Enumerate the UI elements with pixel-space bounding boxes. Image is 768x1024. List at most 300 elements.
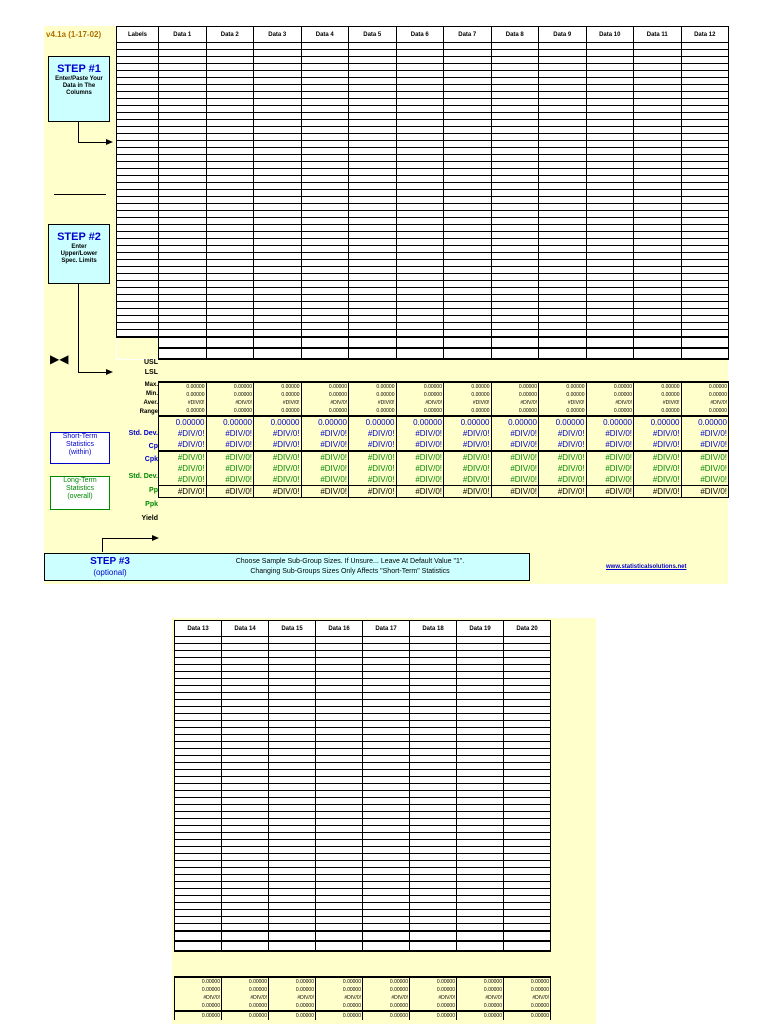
data-cell[interactable] [444, 78, 492, 85]
data-cell[interactable] [444, 295, 492, 302]
data-cell[interactable] [349, 106, 397, 113]
data-cell[interactable] [444, 113, 492, 120]
data-cell[interactable] [410, 854, 457, 861]
data-cell[interactable] [222, 889, 269, 896]
data-cell[interactable] [316, 707, 363, 714]
data-cell[interactable] [504, 826, 551, 833]
data-cell[interactable] [363, 658, 410, 665]
data-cell[interactable] [254, 274, 302, 281]
data-cell[interactable] [159, 183, 207, 190]
spec-limit-cell[interactable] [410, 941, 457, 951]
data-cell[interactable] [586, 253, 634, 260]
spec-limit-cell[interactable] [301, 348, 349, 359]
data-cell[interactable] [254, 106, 302, 113]
data-cell[interactable] [634, 232, 682, 239]
data-cell[interactable] [491, 113, 539, 120]
data-cell[interactable] [206, 106, 254, 113]
data-cell[interactable] [504, 861, 551, 868]
data-cell[interactable] [117, 274, 159, 281]
data-cell[interactable] [349, 183, 397, 190]
data-cell[interactable] [269, 672, 316, 679]
data-cell[interactable] [363, 784, 410, 791]
data-cell[interactable] [410, 693, 457, 700]
data-cell[interactable] [175, 756, 222, 763]
data-cell[interactable] [410, 679, 457, 686]
data-cell[interactable] [222, 819, 269, 826]
data-cell[interactable] [444, 239, 492, 246]
data-cell[interactable] [539, 239, 587, 246]
data-cell[interactable] [206, 316, 254, 323]
data-cell[interactable] [457, 658, 504, 665]
data-cell[interactable] [222, 763, 269, 770]
spec-limit-cell[interactable] [175, 931, 222, 941]
data-cell[interactable] [254, 218, 302, 225]
data-cell[interactable] [301, 302, 349, 309]
data-cell[interactable] [410, 875, 457, 882]
data-cell[interactable] [117, 309, 159, 316]
data-cell[interactable] [159, 78, 207, 85]
data-cell[interactable] [504, 833, 551, 840]
data-cell[interactable] [117, 253, 159, 260]
data-cell[interactable] [316, 665, 363, 672]
data-cell[interactable] [222, 644, 269, 651]
data-cell[interactable] [586, 106, 634, 113]
data-cell[interactable] [175, 672, 222, 679]
data-cell[interactable] [206, 253, 254, 260]
data-cell[interactable] [301, 169, 349, 176]
data-cell[interactable] [222, 735, 269, 742]
data-cell[interactable] [363, 826, 410, 833]
data-cell[interactable] [117, 127, 159, 134]
data-cell[interactable] [175, 854, 222, 861]
data-cell[interactable] [316, 882, 363, 889]
data-cell[interactable] [491, 162, 539, 169]
data-cell[interactable] [634, 330, 682, 338]
data-cell[interactable] [117, 85, 159, 92]
data-cell[interactable] [175, 826, 222, 833]
data-cell[interactable] [301, 309, 349, 316]
data-cell[interactable] [206, 85, 254, 92]
data-cell[interactable] [175, 637, 222, 644]
data-cell[interactable] [586, 183, 634, 190]
data-cell[interactable] [539, 204, 587, 211]
data-cell[interactable] [175, 686, 222, 693]
data-cell[interactable] [634, 71, 682, 78]
data-cell[interactable] [539, 267, 587, 274]
data-cell[interactable] [444, 218, 492, 225]
data-cell[interactable] [316, 770, 363, 777]
data-cell[interactable] [349, 295, 397, 302]
data-cell[interactable] [396, 218, 444, 225]
data-cell[interactable] [175, 763, 222, 770]
data-cell[interactable] [363, 882, 410, 889]
data-cell[interactable] [410, 903, 457, 910]
data-cell[interactable] [539, 148, 587, 155]
data-cell[interactable] [254, 78, 302, 85]
data-cell[interactable] [316, 721, 363, 728]
data-cell[interactable] [634, 302, 682, 309]
data-cell[interactable] [206, 267, 254, 274]
data-cell[interactable] [634, 92, 682, 99]
data-cell[interactable] [269, 777, 316, 784]
data-cell[interactable] [316, 805, 363, 812]
data-cell[interactable] [539, 162, 587, 169]
data-cell[interactable] [269, 686, 316, 693]
data-cell[interactable] [634, 127, 682, 134]
data-cell[interactable] [586, 64, 634, 71]
data-cell[interactable] [586, 176, 634, 183]
data-cell[interactable] [457, 868, 504, 875]
data-cell[interactable] [363, 861, 410, 868]
data-cell[interactable] [117, 169, 159, 176]
data-cell[interactable] [681, 246, 729, 253]
data-cell[interactable] [301, 183, 349, 190]
data-cell[interactable] [349, 64, 397, 71]
data-cell[interactable] [206, 183, 254, 190]
data-cell[interactable] [634, 176, 682, 183]
data-cell[interactable] [504, 700, 551, 707]
data-cell[interactable] [222, 693, 269, 700]
data-cell[interactable] [491, 295, 539, 302]
data-cell[interactable] [504, 917, 551, 924]
data-cell[interactable] [457, 854, 504, 861]
data-cell[interactable] [316, 784, 363, 791]
data-cell[interactable] [457, 728, 504, 735]
data-cell[interactable] [175, 714, 222, 721]
data-cell[interactable] [301, 120, 349, 127]
data-cell[interactable] [504, 882, 551, 889]
data-cell[interactable] [206, 288, 254, 295]
data-cell[interactable] [681, 267, 729, 274]
data-cell[interactable] [349, 50, 397, 57]
data-cell[interactable] [269, 861, 316, 868]
data-cell[interactable] [301, 274, 349, 281]
data-cell[interactable] [222, 658, 269, 665]
data-cell[interactable] [175, 658, 222, 665]
data-grid-top[interactable] [116, 26, 729, 360]
data-cell[interactable] [396, 330, 444, 338]
data-cell[interactable] [254, 323, 302, 330]
data-cell[interactable] [363, 637, 410, 644]
data-cell[interactable] [457, 770, 504, 777]
data-cell[interactable] [396, 260, 444, 267]
data-cell[interactable] [269, 763, 316, 770]
data-cell[interactable] [269, 735, 316, 742]
data-cell[interactable] [175, 749, 222, 756]
data-cell[interactable] [491, 71, 539, 78]
data-cell[interactable] [634, 50, 682, 57]
data-cell[interactable] [117, 113, 159, 120]
data-cell[interactable] [457, 679, 504, 686]
data-cell[interactable] [539, 64, 587, 71]
data-cell[interactable] [504, 777, 551, 784]
data-cell[interactable] [681, 316, 729, 323]
data-cell[interactable] [222, 749, 269, 756]
data-cell[interactable] [254, 204, 302, 211]
data-cell[interactable] [681, 169, 729, 176]
data-cell[interactable] [316, 840, 363, 847]
data-cell[interactable] [222, 847, 269, 854]
spec-limit-cell[interactable] [349, 337, 397, 348]
data-cell[interactable] [491, 64, 539, 71]
data-cell[interactable] [457, 882, 504, 889]
data-cell[interactable] [254, 64, 302, 71]
data-cell[interactable] [349, 127, 397, 134]
data-cell[interactable] [457, 847, 504, 854]
data-cell[interactable] [396, 309, 444, 316]
data-cell[interactable] [504, 693, 551, 700]
data-cell[interactable] [410, 889, 457, 896]
data-cell[interactable] [222, 707, 269, 714]
data-cell[interactable] [349, 92, 397, 99]
data-cell[interactable] [206, 239, 254, 246]
data-cell[interactable] [363, 679, 410, 686]
data-cell[interactable] [491, 155, 539, 162]
spec-limit-cell[interactable] [301, 337, 349, 348]
data-cell[interactable] [504, 840, 551, 847]
data-cell[interactable] [254, 127, 302, 134]
data-cell[interactable] [175, 665, 222, 672]
data-cell[interactable] [396, 316, 444, 323]
data-cell[interactable] [316, 644, 363, 651]
data-cell[interactable] [396, 92, 444, 99]
data-cell[interactable] [175, 693, 222, 700]
data-cell[interactable] [269, 924, 316, 932]
data-cell[interactable] [269, 637, 316, 644]
data-cell[interactable] [175, 819, 222, 826]
data-cell[interactable] [586, 246, 634, 253]
data-cell[interactable] [349, 218, 397, 225]
data-cell[interactable] [444, 225, 492, 232]
data-cell[interactable] [491, 85, 539, 92]
data-cell[interactable] [349, 316, 397, 323]
data-cell[interactable] [206, 274, 254, 281]
data-cell[interactable] [444, 183, 492, 190]
data-cell[interactable] [175, 735, 222, 742]
data-cell[interactable] [175, 700, 222, 707]
data-cell[interactable] [117, 302, 159, 309]
data-cell[interactable] [504, 868, 551, 875]
data-cell[interactable] [254, 50, 302, 57]
data-cell[interactable] [254, 85, 302, 92]
data-cell[interactable] [117, 162, 159, 169]
data-cell[interactable] [316, 651, 363, 658]
data-cell[interactable] [222, 791, 269, 798]
data-cell[interactable] [363, 651, 410, 658]
data-cell[interactable] [206, 92, 254, 99]
data-cell[interactable] [504, 742, 551, 749]
data-cell[interactable] [396, 85, 444, 92]
data-cell[interactable] [444, 85, 492, 92]
data-cell[interactable] [491, 274, 539, 281]
data-cell[interactable] [316, 658, 363, 665]
spec-limit-cell[interactable] [410, 931, 457, 941]
data-cell[interactable] [504, 637, 551, 644]
data-cell[interactable] [491, 316, 539, 323]
data-cell[interactable] [410, 833, 457, 840]
data-cell[interactable] [634, 323, 682, 330]
data-cell[interactable] [206, 113, 254, 120]
data-cell[interactable] [681, 281, 729, 288]
spec-limit-cell[interactable] [159, 348, 207, 359]
data-cell[interactable] [681, 64, 729, 71]
data-cell[interactable] [396, 50, 444, 57]
data-cell[interactable] [159, 246, 207, 253]
data-cell[interactable] [301, 330, 349, 338]
data-cell[interactable] [504, 854, 551, 861]
data-cell[interactable] [117, 43, 159, 50]
data-cell[interactable] [159, 232, 207, 239]
data-cell[interactable] [301, 85, 349, 92]
data-cell[interactable] [349, 302, 397, 309]
data-cell[interactable] [634, 141, 682, 148]
data-cell[interactable] [504, 679, 551, 686]
data-cell[interactable] [175, 798, 222, 805]
data-cell[interactable] [410, 784, 457, 791]
data-cell[interactable] [269, 910, 316, 917]
data-cell[interactable] [504, 728, 551, 735]
data-cell[interactable] [117, 134, 159, 141]
data-cell[interactable] [444, 141, 492, 148]
data-cell[interactable] [349, 330, 397, 338]
spec-limit-cell[interactable] [254, 337, 302, 348]
data-cell[interactable] [206, 260, 254, 267]
data-cell[interactable] [504, 819, 551, 826]
data-cell[interactable] [316, 798, 363, 805]
data-cell[interactable] [396, 106, 444, 113]
data-cell[interactable] [206, 99, 254, 106]
data-cell[interactable] [681, 50, 729, 57]
data-cell[interactable] [222, 721, 269, 728]
data-cell[interactable] [269, 889, 316, 896]
data-cell[interactable] [301, 190, 349, 197]
data-cell[interactable] [363, 728, 410, 735]
data-cell[interactable] [491, 253, 539, 260]
data-cell[interactable] [457, 840, 504, 847]
data-cell[interactable] [634, 183, 682, 190]
data-cell[interactable] [539, 99, 587, 106]
spec-limit-cell[interactable] [586, 337, 634, 348]
data-cell[interactable] [175, 812, 222, 819]
data-cell[interactable] [634, 78, 682, 85]
data-cell[interactable] [206, 71, 254, 78]
data-cell[interactable] [175, 847, 222, 854]
data-cell[interactable] [396, 274, 444, 281]
data-cell[interactable] [491, 134, 539, 141]
data-cell[interactable] [491, 120, 539, 127]
data-cell[interactable] [363, 917, 410, 924]
data-cell[interactable] [316, 693, 363, 700]
data-cell[interactable] [681, 190, 729, 197]
data-cell[interactable] [301, 225, 349, 232]
data-cell[interactable] [586, 239, 634, 246]
data-cell[interactable] [539, 78, 587, 85]
data-cell[interactable] [222, 896, 269, 903]
data-cell[interactable] [396, 323, 444, 330]
data-cell[interactable] [269, 742, 316, 749]
data-cell[interactable] [301, 260, 349, 267]
data-cell[interactable] [539, 302, 587, 309]
data-cell[interactable] [504, 749, 551, 756]
data-cell[interactable] [396, 162, 444, 169]
data-cell[interactable] [539, 155, 587, 162]
data-cell[interactable] [539, 281, 587, 288]
data-cell[interactable] [254, 134, 302, 141]
data-cell[interactable] [254, 260, 302, 267]
data-cell[interactable] [349, 225, 397, 232]
data-cell[interactable] [117, 106, 159, 113]
data-cell[interactable] [491, 92, 539, 99]
data-cell[interactable] [491, 127, 539, 134]
data-cell[interactable] [254, 43, 302, 50]
data-cell[interactable] [301, 323, 349, 330]
data-cell[interactable] [363, 896, 410, 903]
data-cell[interactable] [363, 763, 410, 770]
data-cell[interactable] [681, 113, 729, 120]
data-cell[interactable] [396, 253, 444, 260]
data-cell[interactable] [349, 113, 397, 120]
data-cell[interactable] [444, 274, 492, 281]
data-cell[interactable] [681, 218, 729, 225]
data-cell[interactable] [159, 155, 207, 162]
data-cell[interactable] [159, 302, 207, 309]
data-cell[interactable] [491, 99, 539, 106]
data-cell[interactable] [457, 917, 504, 924]
data-cell[interactable] [159, 134, 207, 141]
data-cell[interactable] [222, 679, 269, 686]
data-cell[interactable] [634, 253, 682, 260]
spec-limit-cell[interactable] [363, 931, 410, 941]
data-cell[interactable] [634, 197, 682, 204]
data-cell[interactable] [457, 924, 504, 932]
data-cell[interactable] [206, 64, 254, 71]
data-cell[interactable] [349, 246, 397, 253]
data-cell[interactable] [159, 120, 207, 127]
data-cell[interactable] [444, 204, 492, 211]
spec-limit-cell[interactable] [396, 337, 444, 348]
data-cell[interactable] [586, 330, 634, 338]
data-cell[interactable] [117, 260, 159, 267]
data-cell[interactable] [539, 253, 587, 260]
data-cell[interactable] [316, 791, 363, 798]
data-cell[interactable] [504, 735, 551, 742]
data-cell[interactable] [396, 183, 444, 190]
data-cell[interactable] [444, 211, 492, 218]
data-cell[interactable] [175, 791, 222, 798]
data-cell[interactable] [159, 260, 207, 267]
data-cell[interactable] [634, 225, 682, 232]
data-cell[interactable] [363, 672, 410, 679]
data-cell[interactable] [444, 190, 492, 197]
data-cell[interactable] [539, 71, 587, 78]
data-cell[interactable] [222, 686, 269, 693]
data-cell[interactable] [681, 141, 729, 148]
data-cell[interactable] [349, 281, 397, 288]
data-cell[interactable] [269, 847, 316, 854]
data-cell[interactable] [175, 924, 222, 932]
data-cell[interactable] [444, 302, 492, 309]
data-cell[interactable] [222, 812, 269, 819]
data-cell[interactable] [316, 819, 363, 826]
data-cell[interactable] [681, 183, 729, 190]
data-cell[interactable] [175, 833, 222, 840]
data-cell[interactable] [159, 190, 207, 197]
data-cell[interactable] [117, 50, 159, 57]
data-cell[interactable] [254, 267, 302, 274]
data-cell[interactable] [349, 85, 397, 92]
data-cell[interactable] [681, 274, 729, 281]
data-cell[interactable] [457, 686, 504, 693]
